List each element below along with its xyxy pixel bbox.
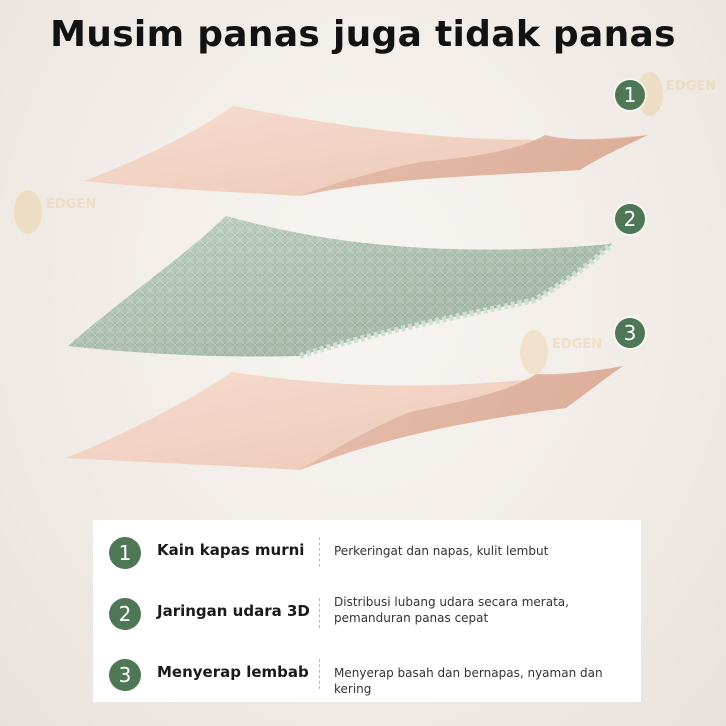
divider (319, 659, 320, 689)
feature-panel (93, 520, 641, 702)
svg-text:EDGEN: EDGEN (46, 197, 97, 212)
fabric-layer-bottom (66, 366, 623, 470)
feature-number-badge: 1 (109, 537, 141, 569)
svg-text:EDGEN: EDGEN (552, 337, 603, 352)
feature-description: Menyerap basah dan bernapas, nyaman dan kering (334, 666, 603, 696)
divider (319, 537, 320, 567)
feature-row (93, 590, 641, 638)
feature-row (93, 529, 641, 577)
feature-description: Perkeringat dan napas, kulit lembut (334, 544, 549, 558)
layer-3-number-badge: 3 (615, 318, 645, 348)
mesh-layer (68, 216, 612, 357)
feature-number-badge: 3 (109, 659, 141, 691)
feature-name: Kain kapas murni (157, 541, 305, 559)
feature-name: Jaringan udara 3D (157, 602, 310, 620)
fabric-layer-top (84, 106, 648, 196)
layer-1-number-badge: 1 (615, 80, 645, 110)
feature-number-badge: 2 (109, 598, 141, 630)
svg-text:EDGEN: EDGEN (666, 79, 717, 94)
page-title: Musim panas juga tidak panas (50, 14, 676, 55)
layer-2-number-badge: 2 (615, 204, 645, 234)
feature-description: Distribusi lubang udara secara merata, pemanduran panas cepat (334, 595, 569, 625)
feature-name: Menyerap lembab (157, 663, 309, 681)
feature-row (93, 651, 641, 699)
divider (319, 598, 320, 628)
